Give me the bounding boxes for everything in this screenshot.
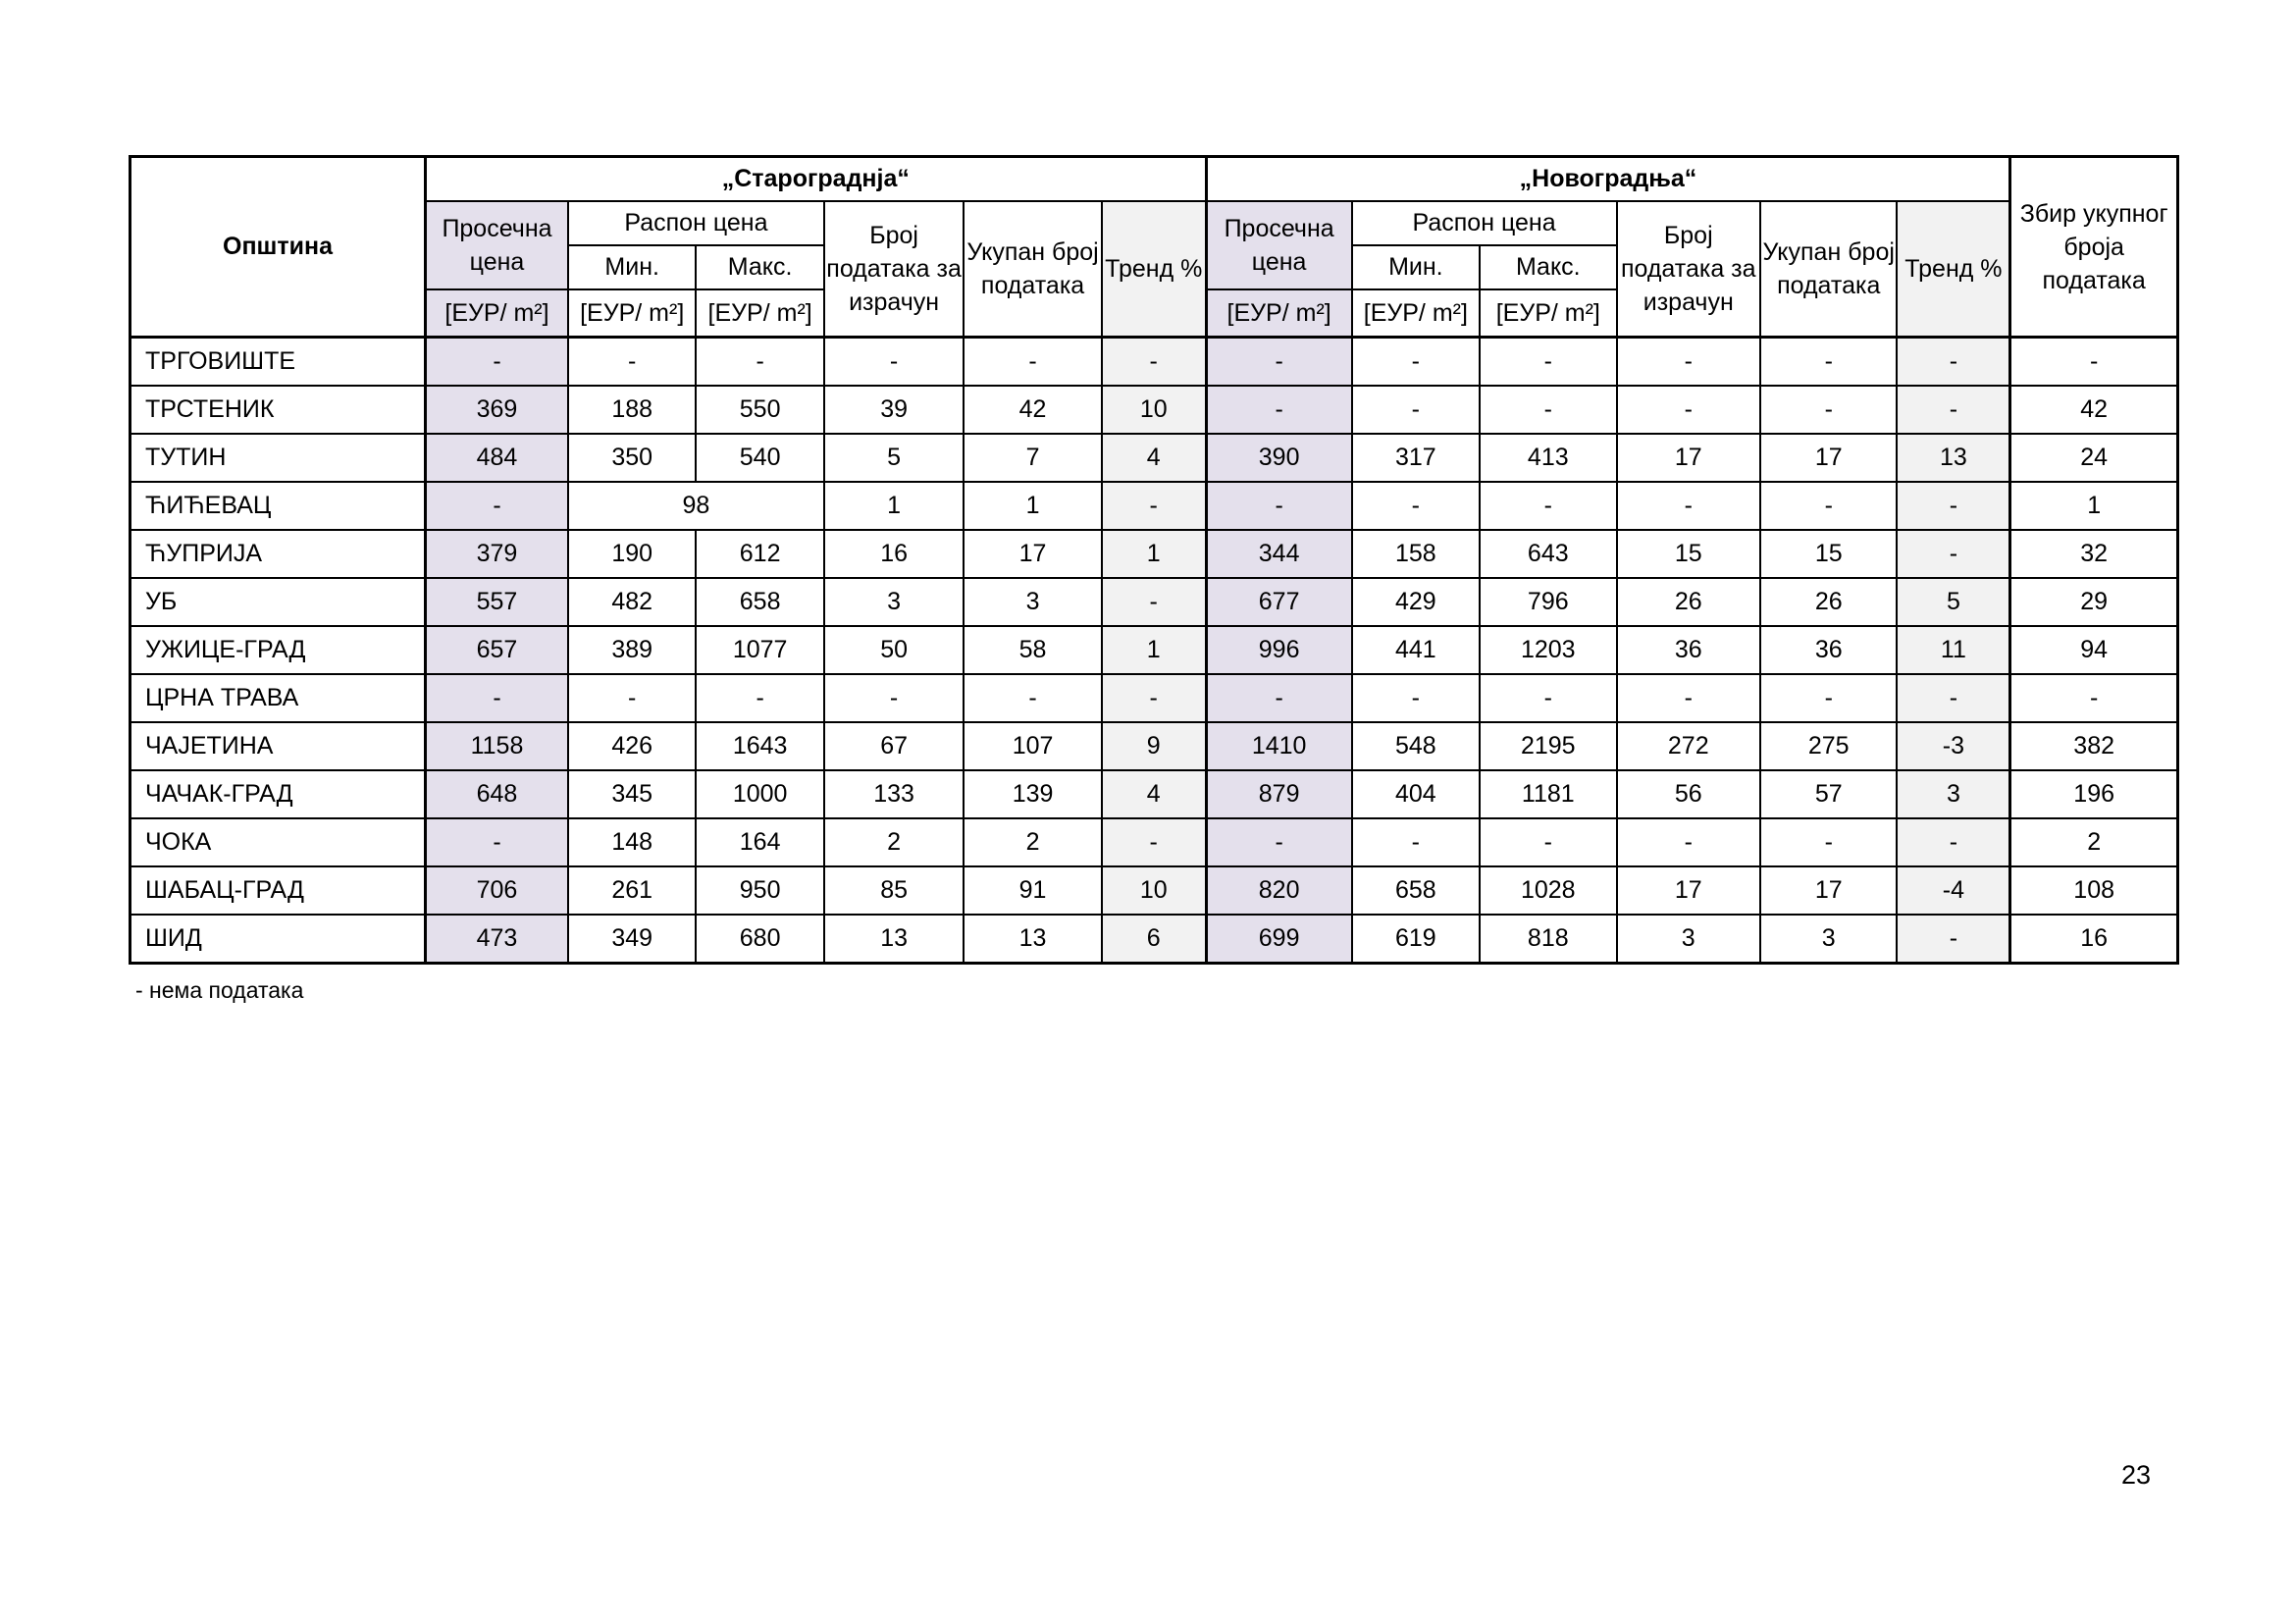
new-avg-price: 699 [1206,915,1351,964]
old-trend: - [1102,338,1206,387]
old-min-price: 389 [568,626,696,674]
table-row [130,626,2178,674]
new-trend: -3 [1897,722,2009,770]
old-min-price: 349 [568,915,696,964]
old-count-calc: 1 [824,482,964,530]
municipality-name: ШАБАЦ-ГРАД [130,866,426,915]
new-max-price: 1028 [1480,866,1616,915]
old-trend: 10 [1102,386,1206,434]
new-total-count: 3 [1760,915,1897,964]
new-avg-price: - [1206,818,1351,866]
municipality-name: ЧАЈЕТИНА [130,722,426,770]
header-new-build: „Новоградња“ [1206,157,2010,202]
old-count-calc: 39 [824,386,964,434]
old-price-range: 98 [568,482,824,530]
new-total-count: 17 [1760,866,1897,915]
old-avg-price: - [426,338,568,387]
table-row [130,530,2178,578]
old-avg-price: 648 [426,770,568,818]
old-max-price: 950 [696,866,823,915]
old-trend: 4 [1102,434,1206,482]
header-new-avg-price: Просечна цена [1206,201,1351,289]
municipality-name: ЋИЋЕВАЦ [130,482,426,530]
old-max-price: 658 [696,578,823,626]
old-min-price: 482 [568,578,696,626]
new-count-calc: 17 [1617,434,1760,482]
municipality-name: ТРСТЕНИК [130,386,426,434]
old-max-price: 550 [696,386,823,434]
old-max-price: 1643 [696,722,823,770]
old-total-count: 139 [964,770,1101,818]
table-row [130,770,2178,818]
header-new-price-range: Распон цена [1352,201,1617,245]
new-max-price: - [1480,674,1616,722]
old-count-calc: 13 [824,915,964,964]
new-min-price: 317 [1352,434,1480,482]
header-new-min-unit: [ЕУР/ m²] [1352,289,1480,338]
header-new-count-calc: Број података за израчун [1617,201,1760,338]
old-min-price: 261 [568,866,696,915]
new-trend: - [1897,818,2009,866]
old-count-calc: 133 [824,770,964,818]
old-total-count: 3 [964,578,1101,626]
table-row [130,915,2178,964]
header-old-max-unit: [ЕУР/ m²] [696,289,823,338]
old-avg-price: - [426,482,568,530]
header-new-total-count: Укупан број података [1760,201,1897,338]
footnote: - нема података [135,977,304,1003]
old-total-count: 7 [964,434,1101,482]
header-old-avg-unit: [ЕУР/ m²] [426,289,568,338]
new-max-price: 818 [1480,915,1616,964]
old-trend: 4 [1102,770,1206,818]
header-new-avg-unit: [ЕУР/ m²] [1206,289,1351,338]
old-max-price: 1000 [696,770,823,818]
new-max-price: - [1480,818,1616,866]
new-count-calc: - [1617,338,1760,387]
old-trend: 10 [1102,866,1206,915]
old-avg-price: 484 [426,434,568,482]
municipality-name: УБ [130,578,426,626]
old-trend: 1 [1102,530,1206,578]
new-count-calc: - [1617,674,1760,722]
header-old-min-unit: [ЕУР/ m²] [568,289,696,338]
old-avg-price: 706 [426,866,568,915]
header-new-max: Макс. [1480,245,1616,289]
old-total-count: 58 [964,626,1101,674]
new-total-count: 57 [1760,770,1897,818]
new-total-count: 275 [1760,722,1897,770]
table-row [130,578,2178,626]
new-min-price: - [1352,338,1480,387]
municipality-name: ЋУПРИЈА [130,530,426,578]
new-total-count: - [1760,818,1897,866]
table-row [130,722,2178,770]
old-avg-price: - [426,674,568,722]
municipality-name: ЧАЧАК-ГРАД [130,770,426,818]
new-max-price: 1203 [1480,626,1616,674]
old-total-count: 2 [964,818,1101,866]
new-min-price: 404 [1352,770,1480,818]
old-trend: 6 [1102,915,1206,964]
new-count-calc: - [1617,818,1760,866]
new-avg-price: - [1206,482,1351,530]
header-old-trend: Тренд % [1102,201,1206,338]
municipality-name: ЦРНА ТРАВА [130,674,426,722]
new-avg-price: 1410 [1206,722,1351,770]
new-count-calc: 15 [1617,530,1760,578]
header-sum-total: Збир укупног броја података [2010,157,2178,338]
table-row [130,434,2178,482]
new-count-calc: 26 [1617,578,1760,626]
sum-total: 32 [2010,530,2178,578]
old-max-price: 612 [696,530,823,578]
new-count-calc: - [1617,386,1760,434]
new-total-count: - [1760,338,1897,387]
new-max-price: 796 [1480,578,1616,626]
new-max-price: 1181 [1480,770,1616,818]
old-count-calc: 5 [824,434,964,482]
new-trend: - [1897,482,2009,530]
old-total-count: 107 [964,722,1101,770]
old-count-calc: 50 [824,626,964,674]
old-count-calc: - [824,674,964,722]
price-table [129,155,2179,965]
old-count-calc: 2 [824,818,964,866]
old-max-price: - [696,338,823,387]
new-min-price: - [1352,674,1480,722]
new-avg-price: 996 [1206,626,1351,674]
old-trend: - [1102,578,1206,626]
old-total-count: 13 [964,915,1101,964]
new-total-count: 36 [1760,626,1897,674]
new-trend: - [1897,674,2009,722]
old-trend: - [1102,818,1206,866]
old-min-price: - [568,674,696,722]
new-avg-price: 879 [1206,770,1351,818]
sum-total: 29 [2010,578,2178,626]
new-avg-price: - [1206,674,1351,722]
table-row [130,674,2178,722]
new-count-calc: - [1617,482,1760,530]
sum-total: - [2010,338,2178,387]
sum-total: 382 [2010,722,2178,770]
old-max-price: 1077 [696,626,823,674]
header-old-count-calc: Број података за израчун [824,201,964,338]
sum-total: 1 [2010,482,2178,530]
new-avg-price: 820 [1206,866,1351,915]
municipality-name: ТРГОВИШТЕ [130,338,426,387]
new-max-price: - [1480,338,1616,387]
municipality-name: ТУТИН [130,434,426,482]
old-count-calc: - [824,338,964,387]
new-avg-price: - [1206,338,1351,387]
header-old-build: „Старограднја“ [426,157,1207,202]
old-min-price: 345 [568,770,696,818]
old-min-price: 188 [568,386,696,434]
sum-total: 94 [2010,626,2178,674]
sum-total: 24 [2010,434,2178,482]
old-min-price: 350 [568,434,696,482]
sum-total: 16 [2010,915,2178,964]
new-total-count: 15 [1760,530,1897,578]
new-total-count: 26 [1760,578,1897,626]
new-trend: 13 [1897,434,2009,482]
old-avg-price: 369 [426,386,568,434]
old-min-price: - [568,338,696,387]
new-count-calc: 56 [1617,770,1760,818]
old-total-count: 1 [964,482,1101,530]
sum-total: 2 [2010,818,2178,866]
new-total-count: - [1760,674,1897,722]
old-avg-price: 473 [426,915,568,964]
sum-total: 108 [2010,866,2178,915]
new-count-calc: 272 [1617,722,1760,770]
header-old-min: Мин. [568,245,696,289]
old-trend: 1 [1102,626,1206,674]
new-trend: - [1897,338,2009,387]
new-trend: 11 [1897,626,2009,674]
old-max-price: - [696,674,823,722]
new-min-price: 658 [1352,866,1480,915]
old-trend: - [1102,482,1206,530]
new-trend: - [1897,915,2009,964]
old-min-price: 148 [568,818,696,866]
new-total-count: - [1760,482,1897,530]
header-new-min: Мин. [1352,245,1480,289]
old-count-calc: 85 [824,866,964,915]
old-total-count: 91 [964,866,1101,915]
new-trend: - [1897,530,2009,578]
new-avg-price: 677 [1206,578,1351,626]
new-max-price: 2195 [1480,722,1616,770]
new-max-price: - [1480,482,1616,530]
old-min-price: 426 [568,722,696,770]
old-trend: 9 [1102,722,1206,770]
header-old-total-count: Укупан број података [964,201,1101,338]
header-municipality: Општина [130,157,426,338]
new-min-price: 441 [1352,626,1480,674]
page-number: 23 [2121,1460,2152,1490]
sum-total: 42 [2010,386,2178,434]
new-max-price: - [1480,386,1616,434]
sum-total: - [2010,674,2178,722]
new-trend: 3 [1897,770,2009,818]
new-min-price: 548 [1352,722,1480,770]
table-row [130,338,2178,387]
table-row [130,866,2178,915]
new-min-price: - [1352,818,1480,866]
new-total-count: - [1760,386,1897,434]
old-max-price: 540 [696,434,823,482]
old-count-calc: 3 [824,578,964,626]
new-avg-price: 344 [1206,530,1351,578]
new-min-price: 619 [1352,915,1480,964]
new-min-price: - [1352,482,1480,530]
old-total-count: 17 [964,530,1101,578]
old-avg-price: 1158 [426,722,568,770]
municipality-name: УЖИЦЕ-ГРАД [130,626,426,674]
table-row [130,818,2178,866]
new-avg-price: 390 [1206,434,1351,482]
old-avg-price: 657 [426,626,568,674]
old-count-calc: 67 [824,722,964,770]
new-min-price: 429 [1352,578,1480,626]
new-count-calc: 17 [1617,866,1760,915]
old-avg-price: - [426,818,568,866]
old-min-price: 190 [568,530,696,578]
new-total-count: 17 [1760,434,1897,482]
header-old-avg-price: Просечна цена [426,201,568,289]
new-min-price: - [1352,386,1480,434]
municipality-name: ЧОКА [130,818,426,866]
old-max-price: 680 [696,915,823,964]
old-total-count: 42 [964,386,1101,434]
table-row [130,482,2178,530]
municipality-name: ШИД [130,915,426,964]
header-old-price-range: Распон цена [568,201,824,245]
old-total-count: - [964,338,1101,387]
old-trend: - [1102,674,1206,722]
new-trend: -4 [1897,866,2009,915]
header-old-max: Макс. [696,245,823,289]
new-max-price: 643 [1480,530,1616,578]
new-avg-price: - [1206,386,1351,434]
new-trend: - [1897,386,2009,434]
old-max-price: 164 [696,818,823,866]
header-new-max-unit: [ЕУР/ m²] [1480,289,1616,338]
new-min-price: 158 [1352,530,1480,578]
header-new-trend: Тренд % [1897,201,2009,338]
old-avg-price: 379 [426,530,568,578]
new-max-price: 413 [1480,434,1616,482]
table-row [130,386,2178,434]
new-count-calc: 36 [1617,626,1760,674]
sum-total: 196 [2010,770,2178,818]
new-count-calc: 3 [1617,915,1760,964]
old-avg-price: 557 [426,578,568,626]
old-count-calc: 16 [824,530,964,578]
old-total-count: - [964,674,1101,722]
new-trend: 5 [1897,578,2009,626]
